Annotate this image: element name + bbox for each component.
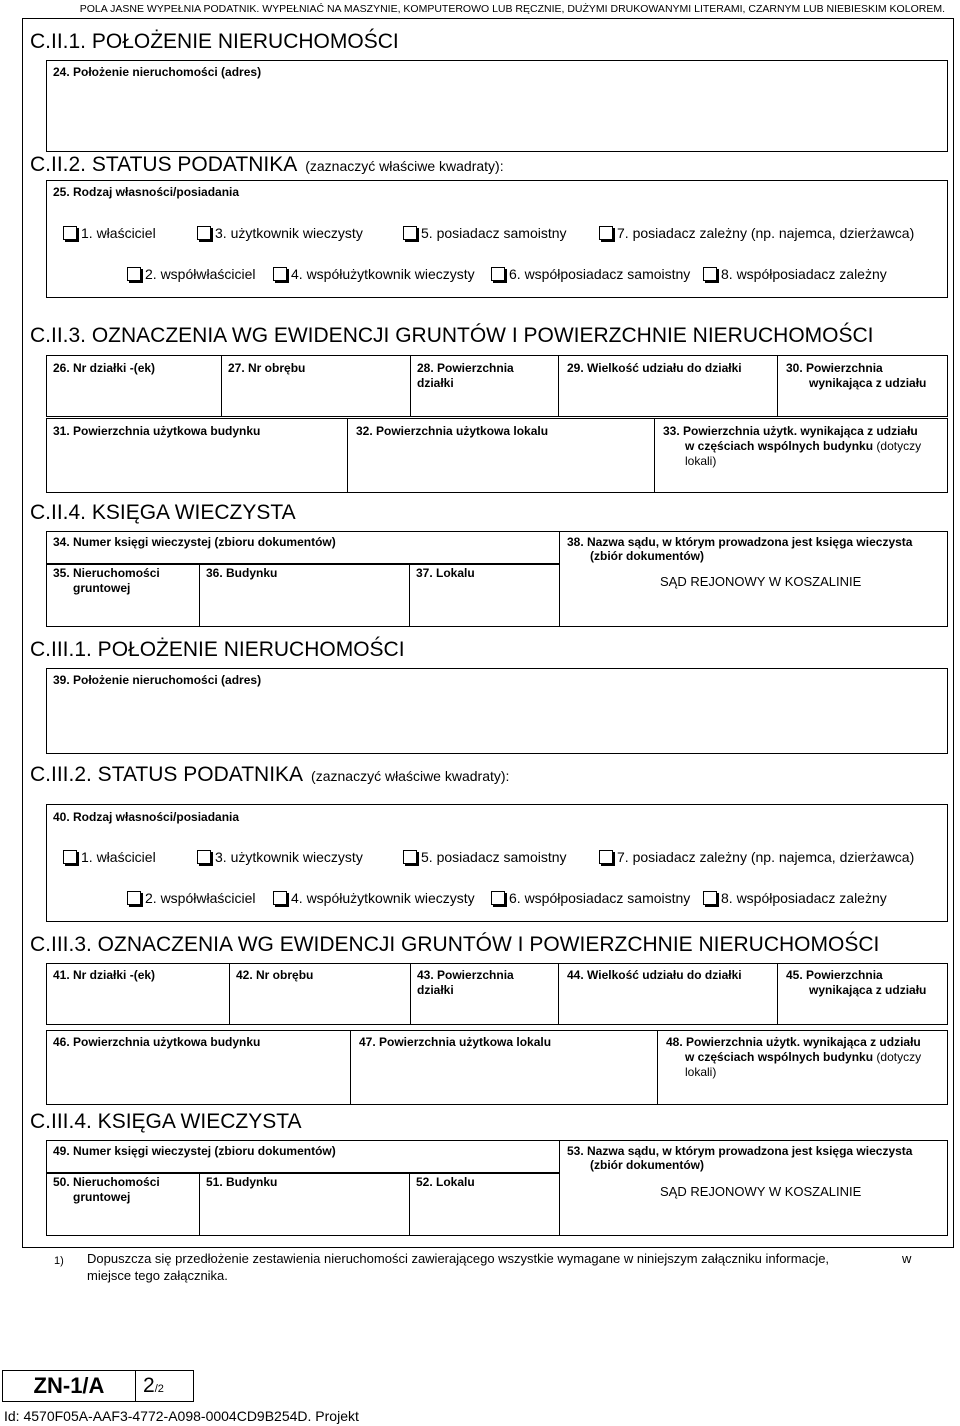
checkbox-independent-holder-2[interactable]: 5. posiadacz samoistny: [403, 847, 567, 867]
section-title-land-register: C.II.4. KSIĘGA WIECZYSTA: [30, 501, 296, 524]
plot-area-field[interactable]: 28. Powierzchnia działki: [410, 355, 559, 417]
checkbox-co-perpetual-user-2[interactable]: 4. współużytkownik wieczysty: [273, 888, 475, 908]
form-code: ZN-1/A: [3, 1371, 136, 1401]
checkbox-icon[interactable]: [599, 850, 613, 864]
building-area-field-2[interactable]: 46. Powierzchnia użytkowa budynku: [46, 1030, 351, 1105]
checkbox-icon[interactable]: [273, 267, 287, 281]
land-register-building-field-2[interactable]: 51. Budynku: [199, 1172, 410, 1236]
land-register-number-field-2[interactable]: 49. Numer księgi wieczystej (zbioru dokumentów): [46, 1140, 560, 1174]
land-register-land-field[interactable]: 35. Nieruchomości gruntowej: [46, 563, 200, 627]
header-note: POLA JASNE WYPEŁNIA PODATNIK. WYPEŁNIAĆ NA MASZYNIE, KOMPUTEROWO LUB RĘCZNIE, DUŻYMI DRUKOWANYMI LITERAMI, CZARNYM LUB NIEBIESKIM KOLOREM.: [79, 3, 945, 15]
checkbox-co-independent-holder[interactable]: 6. współposiadacz samoistny: [491, 264, 690, 284]
section-title-status-2: C.III.2. STATUS PODATNIKA (zaznaczyć właściwe kwadraty):: [30, 763, 510, 786]
checkbox-dependent-holder-2[interactable]: 7. posiadacz zależny (np. najemca, dzierżawca): [599, 847, 914, 867]
plot-number-field[interactable]: 26. Nr działki -(ek): [46, 355, 222, 417]
plot-number-field-2[interactable]: 41. Nr działki -(ek): [46, 963, 230, 1025]
checkbox-co-dependent-holder[interactable]: 8. współposiadacz zależny: [703, 264, 887, 284]
unit-area-field-2[interactable]: 47. Powierzchnia użytkowa lokalu: [350, 1030, 658, 1105]
checkbox-icon[interactable]: [403, 850, 417, 864]
checkbox-icon[interactable]: [63, 226, 77, 240]
precinct-field[interactable]: 27. Nr obrębu: [221, 355, 411, 417]
status-title: C.II.2. STATUS PODATNIKA: [30, 153, 298, 176]
checkbox-co-owner-2[interactable]: 2. współwłaściciel: [127, 888, 255, 908]
checkbox-icon[interactable]: [403, 226, 417, 240]
checkbox-co-dependent-holder-2[interactable]: 8. współposiadacz zależny: [703, 888, 887, 908]
status-hint: (zaznaczyć właściwe kwadraty):: [305, 158, 504, 174]
checkbox-icon[interactable]: [197, 850, 211, 864]
checkbox-icon[interactable]: [491, 267, 505, 281]
land-register-number-field[interactable]: 34. Numer księgi wieczystej (zbioru dokumentów): [46, 531, 560, 565]
precinct-field-2[interactable]: 42. Nr obrębu: [229, 963, 411, 1025]
share-size-field-2[interactable]: 44. Wielkość udziału do działki: [558, 963, 778, 1025]
unit-area-field[interactable]: 32. Powierzchnia użytkowa lokalu: [347, 418, 655, 493]
checkbox-icon[interactable]: [127, 891, 141, 905]
checkbox-independent-holder[interactable]: 5. posiadacz samoistny: [403, 223, 567, 243]
address-field-2[interactable]: 39. Położenie nieruchomości (adres): [46, 668, 948, 754]
checkbox-icon[interactable]: [63, 850, 77, 864]
section-title-location-2: C.III.1. POŁOŻENIE NIERUCHOMOŚCI: [30, 638, 405, 661]
building-area-field[interactable]: 31. Powierzchnia użytkowa budynku: [46, 418, 348, 493]
page-number: 2/2: [143, 1374, 164, 1397]
checkbox-perpetual-user-2[interactable]: 3. użytkownik wieczysty: [197, 847, 363, 867]
plot-area-field-2[interactable]: 43. Powierzchnia działki: [410, 963, 559, 1025]
checkbox-co-independent-holder-2[interactable]: 6. współposiadacz samoistny: [491, 888, 690, 908]
footnote-line-1: Dopuszcza się przedłożenie zestawienia nieruchomości zawierającego wszystkie wymagane w niniejszym załączniku informacje,: [87, 1251, 830, 1266]
area-share-field-2[interactable]: 45. Powierzchnia wynikająca z udziału: [777, 963, 948, 1025]
ownership-label: 25. Rodzaj własności/posiadania: [53, 185, 240, 199]
common-area-field-2[interactable]: 48. Powierzchnia użytk. wynikająca z udziału w częściach wspólnych budynku (dotyczy lokali): [657, 1030, 948, 1105]
checkbox-dependent-holder[interactable]: 7. posiadacz zależny (np. najemca, dzierżawca): [599, 223, 914, 243]
checkbox-icon[interactable]: [703, 267, 717, 281]
checkbox-co-perpetual-user[interactable]: 4. współużytkownik wieczysty: [273, 264, 475, 284]
land-register-unit-field-2[interactable]: 52. Lokalu: [409, 1172, 560, 1236]
section-title-land-register-2: C.III.4. KSIĘGA WIECZYSTA: [30, 1110, 302, 1133]
address-label: 24. Położenie nieruchomości (adres): [53, 65, 262, 79]
checkbox-icon[interactable]: [703, 891, 717, 905]
checkbox-owner-2[interactable]: 1. właściciel: [63, 847, 156, 867]
checkbox-perpetual-user[interactable]: 3. użytkownik wieczysty: [197, 223, 363, 243]
section-title-registry: C.II.3. OZNACZENIA WG EWIDENCJI GRUNTÓW I POWIERZCHNIE NIERUCHOMOŚCI: [30, 324, 874, 347]
ownership-field-2: 40. Rodzaj własności/posiadania 1. właściciel 3. użytkownik wieczysty 5. posiadacz samoistny 7. posiadacz zależny (np. najemca, dzierżawca) 2. współwłaściciel 4. współużytkownik wieczysty 6. współposiadacz samoistny 8. współposiadacz zależny: [46, 804, 948, 922]
court-name-field-2[interactable]: 53. Nazwa sądu, w którym prowadzona jest księga wieczysta (zbiór dokumentów) SĄD REJONOWY W KOSZALINIE: [559, 1140, 948, 1236]
share-size-field[interactable]: 29. Wielkość udziału do działki: [558, 355, 778, 417]
footnote-line-2: miejsce tego załącznika.: [87, 1268, 228, 1283]
common-area-field[interactable]: 33. Powierzchnia użytk. wynikająca z udziału w częściach wspólnych budynku (dotyczy lokali): [654, 418, 948, 493]
area-share-field[interactable]: 30. Powierzchnia wynikająca z udziału: [777, 355, 948, 417]
checkbox-co-owner[interactable]: 2. współwłaściciel: [127, 264, 255, 284]
document-id: Id: 4570F05A-AAF3-4772-A098-0004CD9B254D. Projekt: [4, 1408, 359, 1424]
section-title-location: C.II.1. POŁOŻENIE NIERUCHOMOŚCI: [30, 30, 399, 53]
checkbox-icon[interactable]: [197, 226, 211, 240]
checkbox-icon[interactable]: [127, 267, 141, 281]
land-register-building-field[interactable]: 36. Budynku: [199, 563, 410, 627]
checkbox-icon[interactable]: [273, 891, 287, 905]
checkbox-icon[interactable]: [599, 226, 613, 240]
ownership-field: [46, 180, 948, 298]
address-field[interactable]: [46, 60, 948, 152]
land-register-unit-field[interactable]: 37. Lokalu: [409, 563, 560, 627]
section-title-status: [30, 153, 504, 178]
footnote-marker: 1): [54, 1255, 64, 1267]
court-name-field[interactable]: 38. Nazwa sądu, w którym prowadzona jest księga wieczysta (zbiór dokumentów) SĄD REJONOWY W KOSZALINIE: [559, 531, 948, 627]
checkbox-owner[interactable]: 1. właściciel: [63, 223, 156, 243]
checkbox-icon[interactable]: [491, 891, 505, 905]
footnote-line-1-tail: w: [902, 1251, 912, 1266]
court-name-value-2: SĄD REJONOWY W KOSZALINIE: [660, 1184, 862, 1199]
form-id-box: [2, 1370, 194, 1402]
section-title-registry-2: C.III.3. OZNACZENIA WG EWIDENCJI GRUNTÓW I POWIERZCHNIE NIERUCHOMOŚCI: [30, 933, 880, 956]
land-register-land-field-2[interactable]: 50. Nieruchomości gruntowej: [46, 1172, 200, 1236]
court-name-value: SĄD REJONOWY W KOSZALINIE: [660, 574, 862, 589]
